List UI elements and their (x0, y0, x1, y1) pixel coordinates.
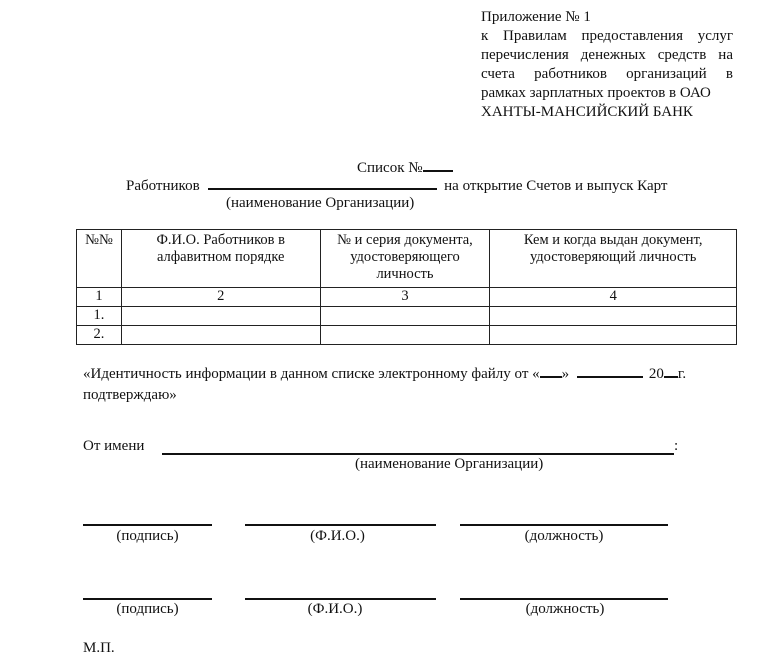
day-blank[interactable] (540, 364, 562, 378)
row-number: 1. (77, 307, 122, 326)
position-caption: (должность) (524, 528, 604, 544)
column-numbers-row (77, 288, 737, 307)
list-number-blank[interactable] (423, 157, 453, 172)
row-number: 2. (77, 326, 122, 345)
employees-table (76, 229, 737, 345)
full-name-blank[interactable] (245, 524, 436, 526)
full-name-caption: (Ф.И.О.) (310, 528, 365, 544)
appendix-line: счета работников организаций в (481, 66, 733, 82)
cell-document[interactable] (320, 307, 490, 326)
cell-document[interactable] (320, 326, 490, 345)
workers-suffix: на открытие Счетов и выпуск Карт (444, 178, 668, 194)
header-issued-by: Кем и когда выдан документ, удостоверяющий личность (490, 230, 737, 288)
position-blank[interactable] (460, 524, 668, 526)
column-number: 2 (121, 288, 320, 307)
header-document: № и серия документа, удостоверяющего личность (320, 230, 490, 288)
organization-blank[interactable] (208, 176, 437, 190)
cell-name[interactable] (121, 307, 320, 326)
appendix-line: рамках зарплатных проектов в ОАО (481, 85, 711, 101)
on-behalf-colon: : (674, 438, 679, 454)
confirmation-statement: «Идентичность информации в данном списке электронному файлу от « » 20 г. подтверждаю» (83, 366, 687, 403)
table-row (77, 326, 737, 345)
appendix-title: Приложение № 1 (481, 9, 591, 25)
table-header-row (77, 230, 737, 288)
signature-blank[interactable] (83, 598, 212, 600)
appendix-line: к Правилам предоставления услуг (481, 28, 733, 44)
header-number: №№ (77, 230, 122, 288)
signature-caption: (подпись) (116, 528, 179, 544)
month-blank[interactable] (577, 364, 643, 378)
table-row (77, 307, 737, 326)
cell-issued[interactable] (490, 307, 737, 326)
stamp-place: М.П. (83, 640, 115, 656)
column-number: 4 (490, 288, 737, 307)
on-behalf-label: От имени (83, 438, 145, 454)
list-title: Список № (357, 157, 453, 177)
appendix-line: перечисления денежных средств на (481, 47, 733, 63)
position-caption: (должность) (525, 601, 605, 617)
year-blank[interactable] (664, 364, 678, 378)
column-number: 1 (77, 288, 122, 307)
on-behalf-caption: (наименование Организации) (355, 456, 544, 472)
header-full-name: Ф.И.О. Работников в алфавитном порядке (121, 230, 320, 288)
cell-issued[interactable] (490, 326, 737, 345)
workers-line (126, 176, 668, 195)
full-name-caption: (Ф.И.О.) (307, 601, 363, 617)
organization-caption: (наименование Организации) (226, 195, 415, 211)
cell-name[interactable] (121, 326, 320, 345)
signature-caption: (подпись) (116, 601, 179, 617)
bank-name: ХАНТЫ-МАНСИЙСКИЙ БАНК (481, 104, 693, 120)
position-blank[interactable] (460, 598, 668, 600)
signature-blank[interactable] (83, 524, 212, 526)
appendix-header (481, 8, 733, 122)
column-number: 3 (320, 288, 490, 307)
on-behalf-organization-blank[interactable] (162, 453, 674, 455)
full-name-blank[interactable] (245, 598, 436, 600)
workers-prefix: Работников (126, 178, 200, 194)
